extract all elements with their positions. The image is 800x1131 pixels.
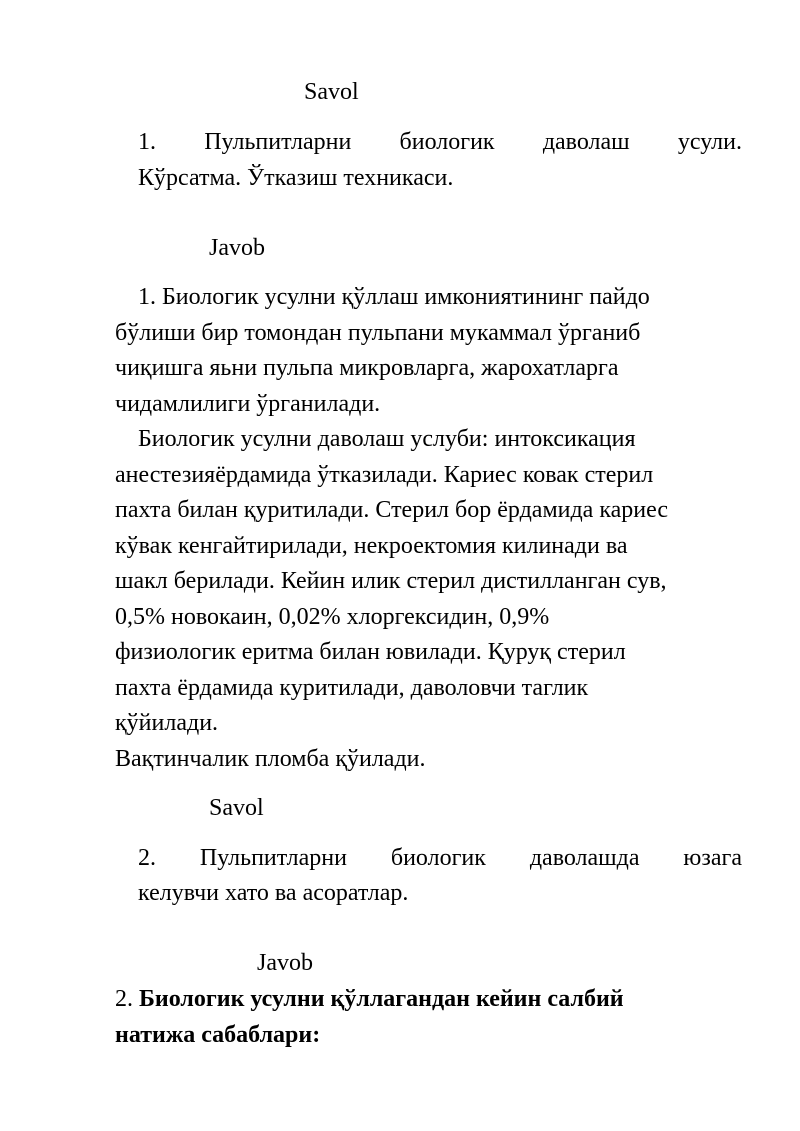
word: Пульпитларни	[204, 129, 352, 155]
word: Пульпитларни	[199, 845, 347, 871]
answer-1-line: физиологик еритма билан ювилади. Қуруқ стерил	[115, 639, 626, 665]
answer-1-line: пахта ёрдамида куритилади, даволовчи таглик	[115, 675, 589, 701]
answer-2-line-1	[115, 986, 624, 1013]
answer-2-heading: Javob	[257, 950, 313, 976]
answer-1-line: қўйилади.	[115, 710, 219, 736]
word: усули.	[677, 129, 742, 155]
answer-1-line: шакл берилади. Кейин илик стерил дистилланган сув,	[115, 568, 667, 594]
answer-2-bold-text: Биологик усулни қўллагандан кейин салбий	[139, 986, 624, 1012]
question-2-line-2: келувчи хато ва асоратлар.	[138, 880, 409, 906]
question-1-heading: Savol	[304, 79, 359, 105]
question-1-line-1	[138, 129, 742, 156]
word: биологик	[390, 845, 486, 871]
question-2-line-1	[138, 845, 742, 872]
answer-1-line: Вақтинчалик пломба қўилади.	[115, 746, 426, 772]
answer-1-line: 0,5% новокаин, 0,02% хлоргексидин, 0,9%	[115, 604, 550, 630]
answer-1-heading: Javob	[209, 235, 265, 261]
answer-2-number: 2.	[115, 986, 133, 1012]
answer-1-line: чиқишга яьни пульпа микровларга, жарохатларга	[115, 355, 619, 381]
word: юзага	[683, 845, 742, 871]
answer-2-line-2: натижа сабаблари:	[115, 1022, 321, 1048]
word: 1.	[138, 129, 156, 155]
answer-1-line: анестезияёрдамида ўтказилади. Кариес ковак стерил	[115, 462, 654, 488]
answer-1-line: 1. Биологик усулни қўллаш имкониятининг пайдо	[138, 284, 650, 310]
word: даволашда	[529, 845, 640, 871]
word: даволаш	[542, 129, 630, 155]
answer-1-line: бўлиши бир томондан пульпани мукаммал ўрганиб	[115, 320, 641, 346]
answer-1-line: Биологик усулни даволаш услуби: интоксикация	[138, 426, 636, 452]
answer-1-line: чидамлилиги ўрганилади.	[115, 391, 381, 417]
answer-1-line: пахта билан қуритилади. Стерил бор ёрдамида кариес	[115, 497, 669, 523]
word: биологик	[399, 129, 495, 155]
word: 2.	[138, 845, 156, 871]
question-1-line-2: Кўрсатма. Ўтказиш техникаси.	[138, 165, 454, 191]
question-2-heading: Savol	[209, 795, 264, 821]
answer-1-line: кўвак кенгайтирилади, некроектомия килинади ва	[115, 533, 628, 559]
